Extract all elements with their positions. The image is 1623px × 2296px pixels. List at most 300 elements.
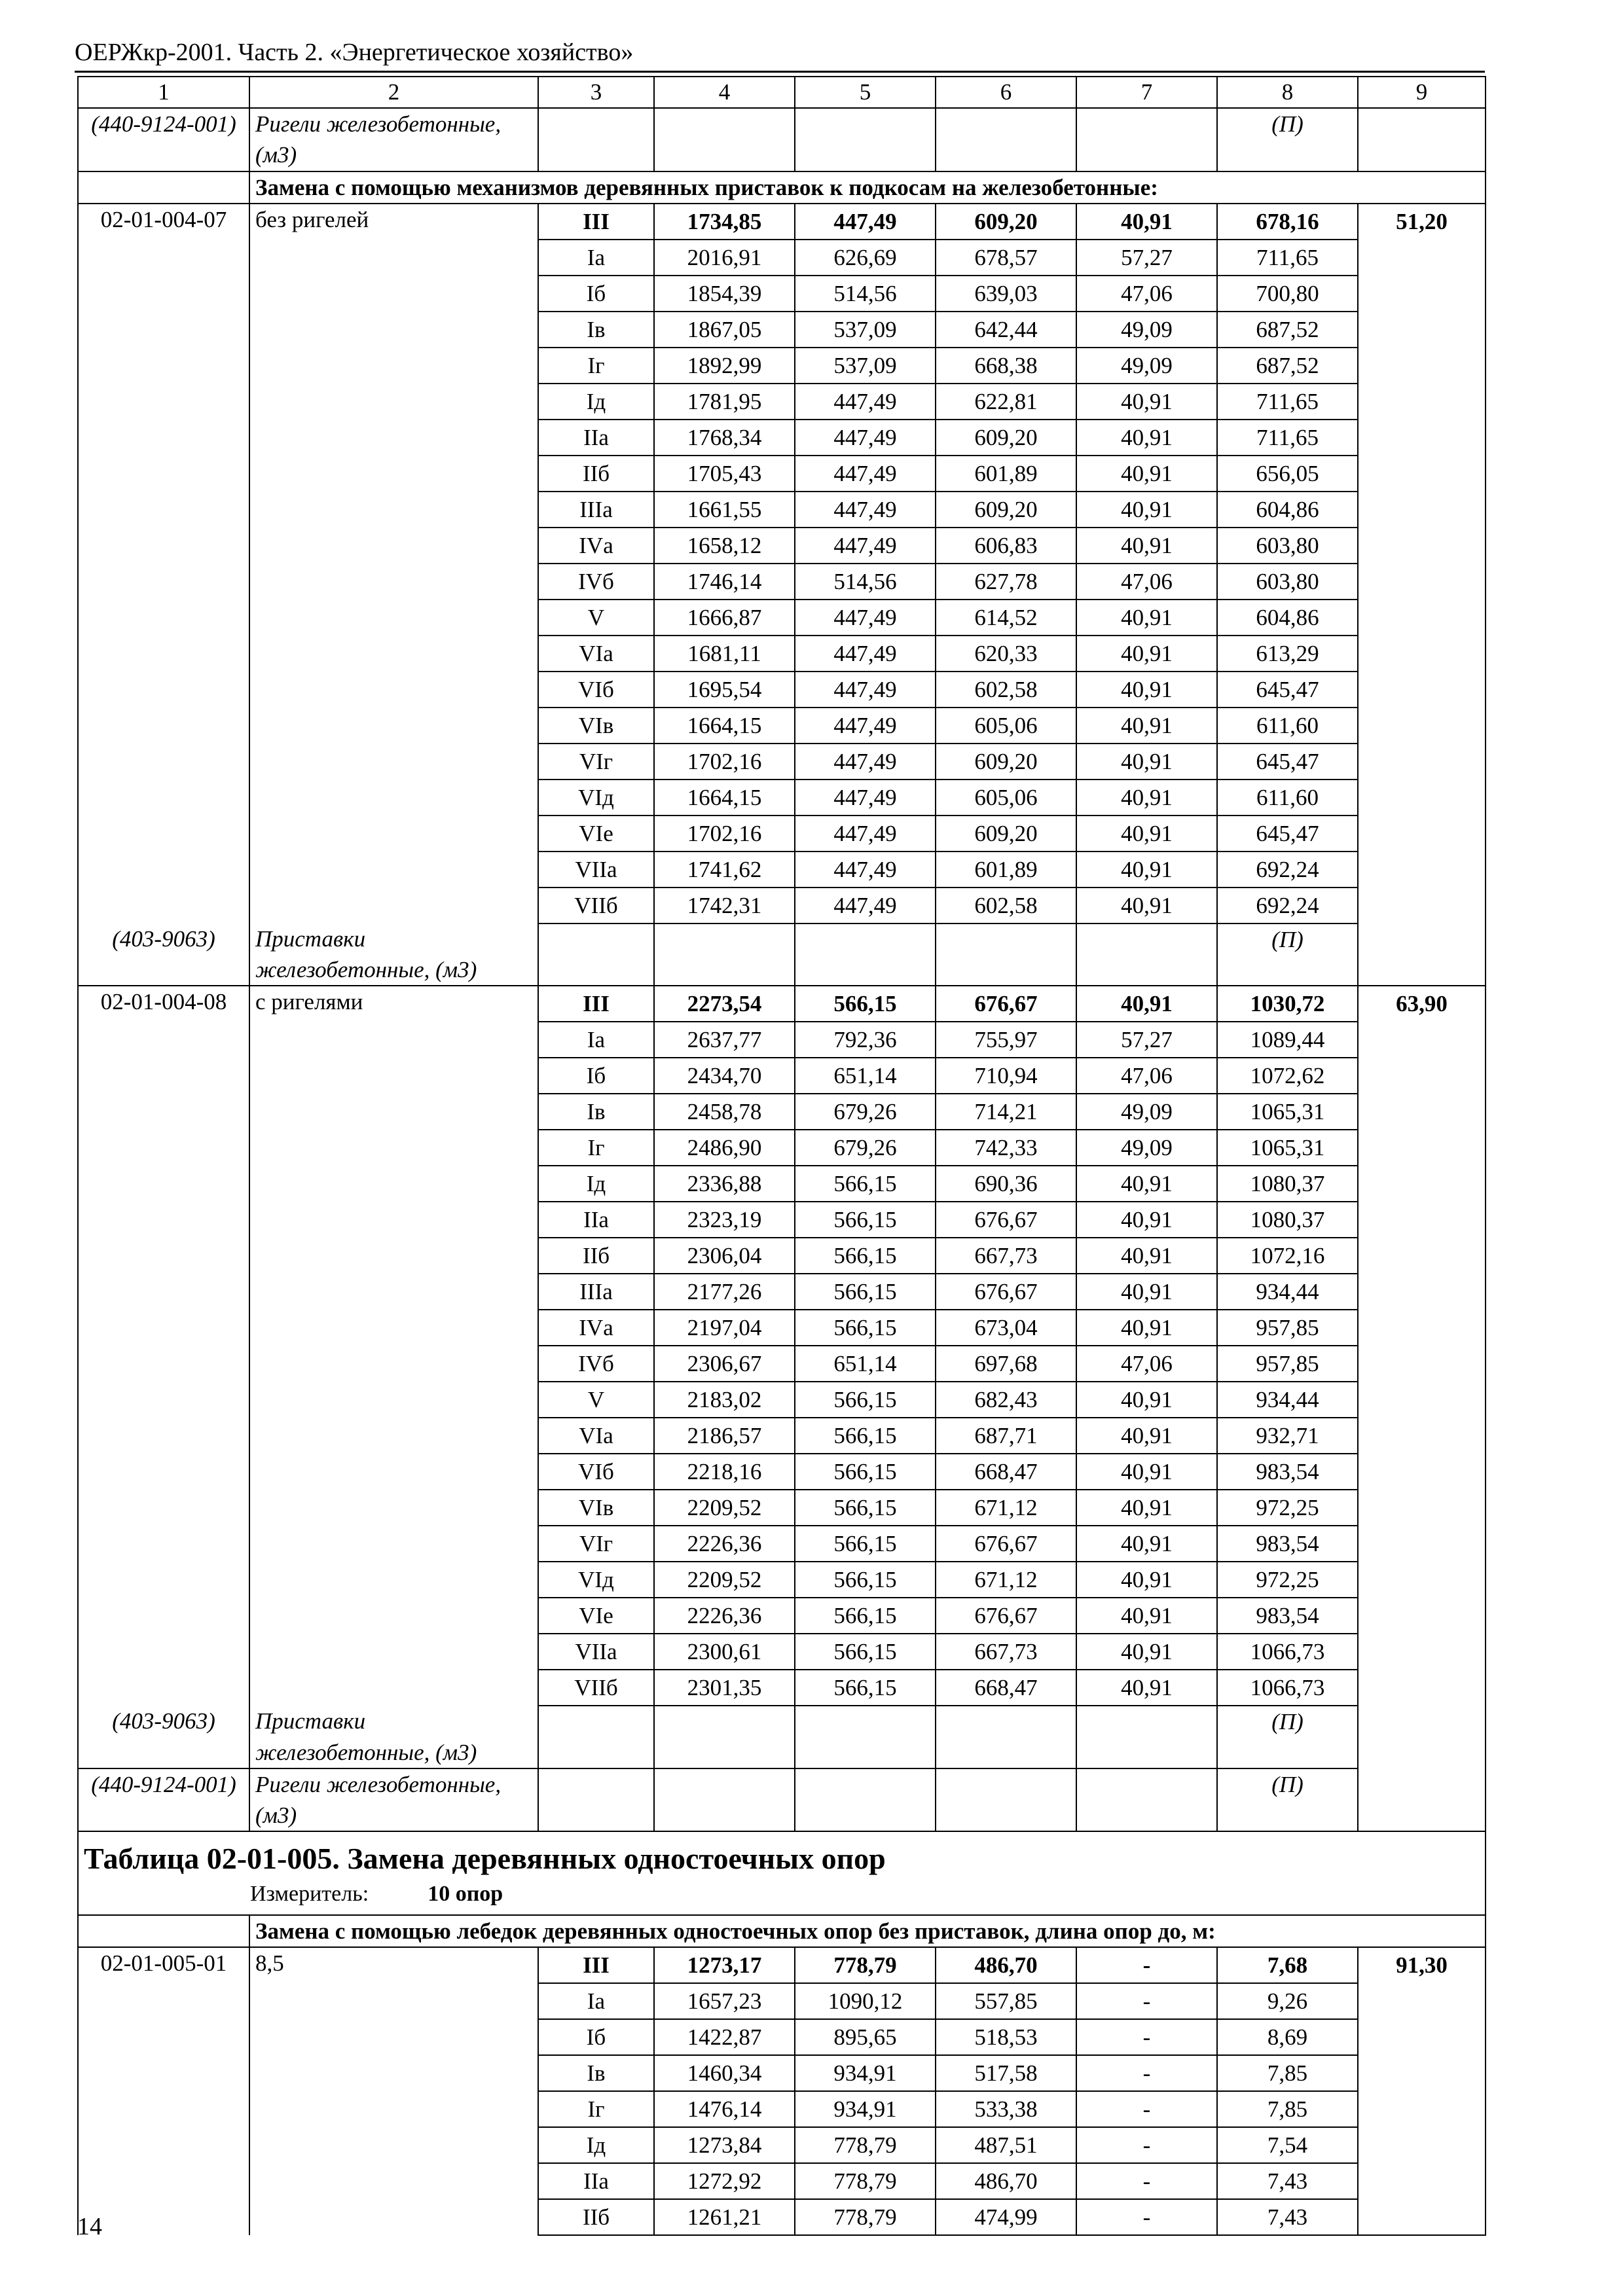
- value-cell: 1867,05: [654, 312, 795, 348]
- section-row: [78, 171, 1486, 204]
- value-cell: 40,91: [1076, 1238, 1217, 1274]
- value-cell: 1741,62: [654, 852, 795, 888]
- value-cell: 40,91: [1076, 816, 1217, 852]
- value-cell: 1065,31: [1217, 1130, 1358, 1166]
- material-mark: (П): [1217, 924, 1358, 986]
- value-cell: 514,56: [795, 564, 936, 600]
- zone-cell: Iв: [538, 2055, 654, 2091]
- material-name: Приставки железобетонные, (м3): [249, 1706, 538, 1768]
- zone-cell: Iа: [538, 240, 654, 276]
- value-cell: 1705,43: [654, 456, 795, 492]
- value-cell: 40,91: [1076, 1598, 1217, 1634]
- value-cell: 605,06: [936, 708, 1076, 744]
- value-cell: 1681,11: [654, 636, 795, 672]
- value-cell: 651,14: [795, 1346, 936, 1382]
- value-cell: 1664,15: [654, 708, 795, 744]
- value-cell: 692,24: [1217, 852, 1358, 888]
- value-cell: 932,71: [1217, 1418, 1358, 1454]
- value-cell: 601,89: [936, 852, 1076, 888]
- value-cell: 2209,52: [654, 1490, 795, 1526]
- material-row: [78, 108, 1486, 171]
- value-cell: 2637,77: [654, 1022, 795, 1058]
- value-cell: 2273,54: [654, 986, 795, 1022]
- value-cell: 7,43: [1217, 2163, 1358, 2199]
- table-title: Таблица 02-01-005. Замена деревянных одностоечных опор: [84, 1842, 886, 1876]
- value-cell: 1080,37: [1217, 1166, 1358, 1202]
- material-name: Ригели железобетонные, (м3): [249, 1768, 538, 1832]
- zone-cell: VIг: [538, 1526, 654, 1562]
- zone-cell: III: [538, 204, 654, 240]
- column-number: 2: [249, 77, 538, 108]
- zone-cell: IIб: [538, 2199, 654, 2235]
- value-cell: 566,15: [795, 1454, 936, 1490]
- zone-cell: Iв: [538, 312, 654, 348]
- empty-cell: [1076, 1768, 1217, 1832]
- section-spacer: [78, 1915, 249, 1947]
- value-cell: 566,15: [795, 1490, 936, 1526]
- value-cell: 957,85: [1217, 1346, 1358, 1382]
- value-cell: -: [1076, 2199, 1217, 2235]
- empty-cell: [1076, 108, 1217, 171]
- value-cell: 676,67: [936, 986, 1076, 1022]
- empty-cell: [654, 1706, 795, 1768]
- zone-cell: IVа: [538, 528, 654, 564]
- value-cell: 676,67: [936, 1526, 1076, 1562]
- zone-cell: VIIб: [538, 888, 654, 924]
- value-cell: 40,91: [1076, 780, 1217, 816]
- zone-cell: III: [538, 1947, 654, 1983]
- empty-cell: [654, 924, 795, 986]
- empty-cell: [795, 924, 936, 986]
- table-title-row: [78, 1831, 1486, 1915]
- value-cell: 40,91: [1076, 456, 1217, 492]
- rate-code: 02-01-005-01: [78, 1947, 249, 2235]
- value-cell: 755,97: [936, 1022, 1076, 1058]
- value-cell: 1090,12: [795, 1983, 936, 2019]
- value-cell: 609,20: [936, 816, 1076, 852]
- meter-label: Измеритель:: [250, 1882, 369, 1907]
- value-cell: 566,15: [795, 1238, 936, 1274]
- value-cell: 40,91: [1076, 1670, 1217, 1706]
- value-cell: 566,15: [795, 1562, 936, 1598]
- value-cell: 2323,19: [654, 1202, 795, 1238]
- material-code: (403-9063): [78, 1706, 249, 1768]
- value-cell: 604,86: [1217, 600, 1358, 636]
- zone-cell: IIа: [538, 2163, 654, 2199]
- zone-cell: IIб: [538, 456, 654, 492]
- header-rule: [75, 71, 1485, 73]
- value-cell: 645,47: [1217, 816, 1358, 852]
- value-cell: 1661,55: [654, 492, 795, 528]
- zone-cell: V: [538, 600, 654, 636]
- value-cell: 1746,14: [654, 564, 795, 600]
- value-cell: 447,49: [795, 852, 936, 888]
- value-cell: 687,52: [1217, 312, 1358, 348]
- value-cell: 1066,73: [1217, 1670, 1358, 1706]
- value-cell: 7,54: [1217, 2127, 1358, 2163]
- value-cell: 447,49: [795, 600, 936, 636]
- zone-cell: Iб: [538, 276, 654, 312]
- value-cell: 603,80: [1217, 564, 1358, 600]
- value-cell: 447,49: [795, 456, 936, 492]
- value-cell: 2301,35: [654, 1670, 795, 1706]
- value-cell: 40,91: [1076, 384, 1217, 420]
- zone-cell: IIIа: [538, 492, 654, 528]
- value-cell: 49,09: [1076, 1094, 1217, 1130]
- column-number: 1: [78, 77, 249, 108]
- value-cell: 671,12: [936, 1562, 1076, 1598]
- value-cell: -: [1076, 2127, 1217, 2163]
- value-cell: 1422,87: [654, 2019, 795, 2055]
- value-cell: 605,06: [936, 780, 1076, 816]
- empty-cell: [654, 108, 795, 171]
- empty-cell: [795, 1706, 936, 1768]
- column-number: 9: [1358, 77, 1486, 108]
- value-cell: 1702,16: [654, 744, 795, 780]
- value-cell: 40,91: [1076, 1634, 1217, 1670]
- value-cell: 679,26: [795, 1130, 936, 1166]
- column-number-row: [78, 77, 1486, 108]
- value-cell: 2016,91: [654, 240, 795, 276]
- value-cell: 1702,16: [654, 816, 795, 852]
- value-cell: 609,20: [936, 204, 1076, 240]
- value-cell: 690,36: [936, 1166, 1076, 1202]
- value-cell: 2183,02: [654, 1382, 795, 1418]
- zone-cell: IIб: [538, 1238, 654, 1274]
- value-cell: 711,65: [1217, 420, 1358, 456]
- value-cell: 714,21: [936, 1094, 1076, 1130]
- section-title: Замена с помощью лебедок деревянных одностоечных опор без приставок, длина опор до, м:: [249, 1915, 1486, 1947]
- section-spacer: [78, 171, 249, 204]
- zone-cell: VIг: [538, 744, 654, 780]
- value-cell: 566,15: [795, 1670, 936, 1706]
- value-cell: 676,67: [936, 1202, 1076, 1238]
- value-cell: 447,49: [795, 888, 936, 924]
- value-cell: 676,67: [936, 1598, 1076, 1634]
- value-cell: 668,47: [936, 1670, 1076, 1706]
- value-cell: 517,58: [936, 2055, 1076, 2091]
- value-cell: 1072,16: [1217, 1238, 1358, 1274]
- column-number: 4: [654, 77, 795, 108]
- value-cell: 447,49: [795, 204, 936, 240]
- meter-value: 10 опор: [428, 1882, 503, 1907]
- value-cell: 487,51: [936, 2127, 1076, 2163]
- value-cell: 604,86: [1217, 492, 1358, 528]
- value-cell: 2226,36: [654, 1598, 795, 1634]
- value-cell: 8,69: [1217, 2019, 1358, 2055]
- value-cell: 2177,26: [654, 1274, 795, 1310]
- empty-cell: [538, 1706, 654, 1768]
- value-cell: 514,56: [795, 276, 936, 312]
- value-cell: 557,85: [936, 1983, 1076, 2019]
- material-code: (440-9124-001): [78, 108, 249, 171]
- value-cell: 651,14: [795, 1058, 936, 1094]
- value-cell: 1460,34: [654, 2055, 795, 2091]
- zone-cell: Iа: [538, 1983, 654, 2019]
- empty-cell: [936, 108, 1076, 171]
- value-cell: 678,57: [936, 240, 1076, 276]
- value-cell: 983,54: [1217, 1526, 1358, 1562]
- value-cell: 1666,87: [654, 600, 795, 636]
- value-cell: 49,09: [1076, 1130, 1217, 1166]
- value-cell: 639,03: [936, 276, 1076, 312]
- value-cell: 566,15: [795, 1382, 936, 1418]
- value-cell: 40,91: [1076, 1274, 1217, 1310]
- value-cell: 47,06: [1076, 564, 1217, 600]
- value-cell: 2226,36: [654, 1526, 795, 1562]
- value-cell: 40,91: [1076, 1202, 1217, 1238]
- value-cell: 627,78: [936, 564, 1076, 600]
- price-row: [78, 986, 1486, 1022]
- empty-cell: [1358, 108, 1486, 171]
- value-cell: 7,85: [1217, 2055, 1358, 2091]
- value-cell: 972,25: [1217, 1490, 1358, 1526]
- value-cell: 533,38: [936, 2091, 1076, 2127]
- value-cell: -: [1076, 1983, 1217, 2019]
- value-cell: 7,43: [1217, 2199, 1358, 2235]
- material-row: [78, 924, 1486, 986]
- value-cell: 2458,78: [654, 1094, 795, 1130]
- value-cell: 2300,61: [654, 1634, 795, 1670]
- value-cell: 687,52: [1217, 348, 1358, 384]
- value-cell: 566,15: [795, 1310, 936, 1346]
- section-title: Замена с помощью механизмов деревянных приставок к подкосам на железобетонные:: [249, 171, 1486, 204]
- value-cell: 972,25: [1217, 1562, 1358, 1598]
- value-cell: 679,26: [795, 1094, 936, 1130]
- value-cell: 671,12: [936, 1490, 1076, 1526]
- zone-cell: VIб: [538, 672, 654, 708]
- value-cell: 486,70: [936, 2163, 1076, 2199]
- value-cell: -: [1076, 2019, 1217, 2055]
- zone-cell: Iд: [538, 1166, 654, 1202]
- value-cell: 2218,16: [654, 1454, 795, 1490]
- value-cell: 537,09: [795, 312, 936, 348]
- value-cell: 676,67: [936, 1274, 1076, 1310]
- zone-cell: VIе: [538, 816, 654, 852]
- value-cell: 678,16: [1217, 204, 1358, 240]
- value-cell: 609,20: [936, 492, 1076, 528]
- value-cell: 609,20: [936, 744, 1076, 780]
- zone-cell: Iб: [538, 2019, 654, 2055]
- value-cell: 47,06: [1076, 1346, 1217, 1382]
- value-cell: 957,85: [1217, 1310, 1358, 1346]
- value-cell: 40,91: [1076, 1166, 1217, 1202]
- value-cell: 486,70: [936, 1947, 1076, 1983]
- value-cell: 626,69: [795, 240, 936, 276]
- rate-name: без ригелей: [249, 204, 538, 924]
- zone-cell: Iг: [538, 2091, 654, 2127]
- rate-code: 02-01-004-08: [78, 986, 249, 1706]
- value-cell: 620,33: [936, 636, 1076, 672]
- value-cell: 710,94: [936, 1058, 1076, 1094]
- empty-cell: [538, 108, 654, 171]
- material-mark: (П): [1217, 1768, 1358, 1832]
- column-number: 7: [1076, 77, 1217, 108]
- value-cell: 692,24: [1217, 888, 1358, 924]
- value-cell: 447,49: [795, 384, 936, 420]
- value-cell: 57,27: [1076, 1022, 1217, 1058]
- value-cell: 611,60: [1217, 780, 1358, 816]
- material-name: Приставки железобетонные, (м3): [249, 924, 538, 986]
- value-cell: 537,09: [795, 348, 936, 384]
- value-cell: 2306,04: [654, 1238, 795, 1274]
- value-cell: 1657,23: [654, 1983, 795, 2019]
- value-cell: 1072,62: [1217, 1058, 1358, 1094]
- value-cell: 697,68: [936, 1346, 1076, 1382]
- value-cell: 711,65: [1217, 384, 1358, 420]
- zone-cell: VIв: [538, 708, 654, 744]
- table-title-cell: [78, 1831, 1486, 1915]
- value-cell: 40,91: [1076, 1526, 1217, 1562]
- value-cell: 613,29: [1217, 636, 1358, 672]
- zone-cell: Iд: [538, 384, 654, 420]
- value-cell: 447,49: [795, 816, 936, 852]
- value-cell: 40,91: [1076, 1418, 1217, 1454]
- value-cell: 2434,70: [654, 1058, 795, 1094]
- value-cell: -: [1076, 2055, 1217, 2091]
- zone-cell: III: [538, 986, 654, 1022]
- value-cell: 40,91: [1076, 672, 1217, 708]
- value-cell: 518,53: [936, 2019, 1076, 2055]
- value-cell: 40,91: [1076, 1454, 1217, 1490]
- value-cell: 1273,84: [654, 2127, 795, 2163]
- value-cell: 1892,99: [654, 348, 795, 384]
- zone-cell: VIа: [538, 1418, 654, 1454]
- value-cell: 40,91: [1076, 492, 1217, 528]
- price-row: [78, 1947, 1486, 1983]
- labor-total: 91,30: [1358, 1947, 1486, 2235]
- material-row: [78, 1706, 1486, 1768]
- empty-cell: [936, 1768, 1076, 1832]
- value-cell: 447,49: [795, 528, 936, 564]
- value-cell: 1089,44: [1217, 1022, 1358, 1058]
- value-cell: 601,89: [936, 456, 1076, 492]
- material-name: Ригели железобетонные, (м3): [249, 108, 538, 171]
- zone-cell: Iд: [538, 2127, 654, 2163]
- value-cell: 566,15: [795, 1418, 936, 1454]
- value-cell: 668,38: [936, 348, 1076, 384]
- value-cell: 934,44: [1217, 1274, 1358, 1310]
- zone-cell: IIа: [538, 420, 654, 456]
- value-cell: 40,91: [1076, 986, 1217, 1022]
- page-header: ОЕРЖкр-2001. Часть 2. «Энергетическое хозяйство»: [75, 39, 634, 66]
- value-cell: 611,60: [1217, 708, 1358, 744]
- value-cell: 47,06: [1076, 276, 1217, 312]
- zone-cell: IIIа: [538, 1274, 654, 1310]
- value-cell: 40,91: [1076, 708, 1217, 744]
- price-row: [78, 204, 1486, 240]
- value-cell: 1080,37: [1217, 1202, 1358, 1238]
- value-cell: 667,73: [936, 1238, 1076, 1274]
- zone-cell: V: [538, 1382, 654, 1418]
- value-cell: 778,79: [795, 2163, 936, 2199]
- value-cell: 1658,12: [654, 528, 795, 564]
- value-cell: 40,91: [1076, 1490, 1217, 1526]
- empty-cell: [538, 1768, 654, 1832]
- value-cell: 447,49: [795, 636, 936, 672]
- empty-cell: [795, 1768, 936, 1832]
- price-table: [77, 76, 1486, 2236]
- column-number: 3: [538, 77, 654, 108]
- value-cell: 566,15: [795, 1598, 936, 1634]
- value-cell: 1273,17: [654, 1947, 795, 1983]
- meter-line: [79, 1879, 1485, 1914]
- value-cell: 40,91: [1076, 600, 1217, 636]
- page-number: 14: [77, 2213, 102, 2240]
- empty-cell: [654, 1768, 795, 1832]
- value-cell: 1768,34: [654, 420, 795, 456]
- value-cell: 895,65: [795, 2019, 936, 2055]
- value-cell: 673,04: [936, 1310, 1076, 1346]
- material-code: (403-9063): [78, 924, 249, 986]
- rate-code: 02-01-004-07: [78, 204, 249, 924]
- value-cell: 7,85: [1217, 2091, 1358, 2127]
- zone-cell: IVа: [538, 1310, 654, 1346]
- value-cell: 700,80: [1217, 276, 1358, 312]
- value-cell: 566,15: [795, 1274, 936, 1310]
- rate-name: с ригелями: [249, 986, 538, 1706]
- value-cell: 622,81: [936, 384, 1076, 420]
- value-cell: 447,49: [795, 420, 936, 456]
- value-cell: 49,09: [1076, 312, 1217, 348]
- value-cell: 9,26: [1217, 1983, 1358, 2019]
- value-cell: 1734,85: [654, 204, 795, 240]
- value-cell: 2186,57: [654, 1418, 795, 1454]
- value-cell: 606,83: [936, 528, 1076, 564]
- value-cell: 687,71: [936, 1418, 1076, 1454]
- zone-cell: Iг: [538, 348, 654, 384]
- material-code: (440-9124-001): [78, 1768, 249, 1832]
- value-cell: 447,49: [795, 492, 936, 528]
- zone-cell: VIIа: [538, 852, 654, 888]
- value-cell: 742,33: [936, 1130, 1076, 1166]
- value-cell: 49,09: [1076, 348, 1217, 384]
- value-cell: 40,91: [1076, 888, 1217, 924]
- value-cell: 602,58: [936, 672, 1076, 708]
- empty-cell: [1076, 1706, 1217, 1768]
- value-cell: 447,49: [795, 780, 936, 816]
- value-cell: 40,91: [1076, 528, 1217, 564]
- rate-name: 8,5: [249, 1947, 538, 2235]
- empty-cell: [1076, 924, 1217, 986]
- value-cell: 47,06: [1076, 1058, 1217, 1094]
- material-mark: (П): [1217, 1706, 1358, 1768]
- labor-total: 63,90: [1358, 986, 1486, 1831]
- value-cell: 778,79: [795, 1947, 936, 1983]
- value-cell: 668,47: [936, 1454, 1076, 1490]
- value-cell: 2209,52: [654, 1562, 795, 1598]
- value-cell: 667,73: [936, 1634, 1076, 1670]
- value-cell: 1066,73: [1217, 1634, 1358, 1670]
- value-cell: 40,91: [1076, 852, 1217, 888]
- zone-cell: IVб: [538, 564, 654, 600]
- value-cell: 1742,31: [654, 888, 795, 924]
- labor-total: 51,20: [1358, 204, 1486, 986]
- zone-cell: IIа: [538, 1202, 654, 1238]
- empty-cell: [538, 924, 654, 986]
- value-cell: 603,80: [1217, 528, 1358, 564]
- value-cell: 642,44: [936, 312, 1076, 348]
- value-cell: 447,49: [795, 708, 936, 744]
- empty-cell: [795, 108, 936, 171]
- value-cell: 566,15: [795, 1634, 936, 1670]
- value-cell: 934,91: [795, 2055, 936, 2091]
- column-number: 6: [936, 77, 1076, 108]
- zone-cell: VIв: [538, 1490, 654, 1526]
- zone-cell: Iв: [538, 1094, 654, 1130]
- value-cell: 645,47: [1217, 672, 1358, 708]
- zone-cell: Iб: [538, 1058, 654, 1094]
